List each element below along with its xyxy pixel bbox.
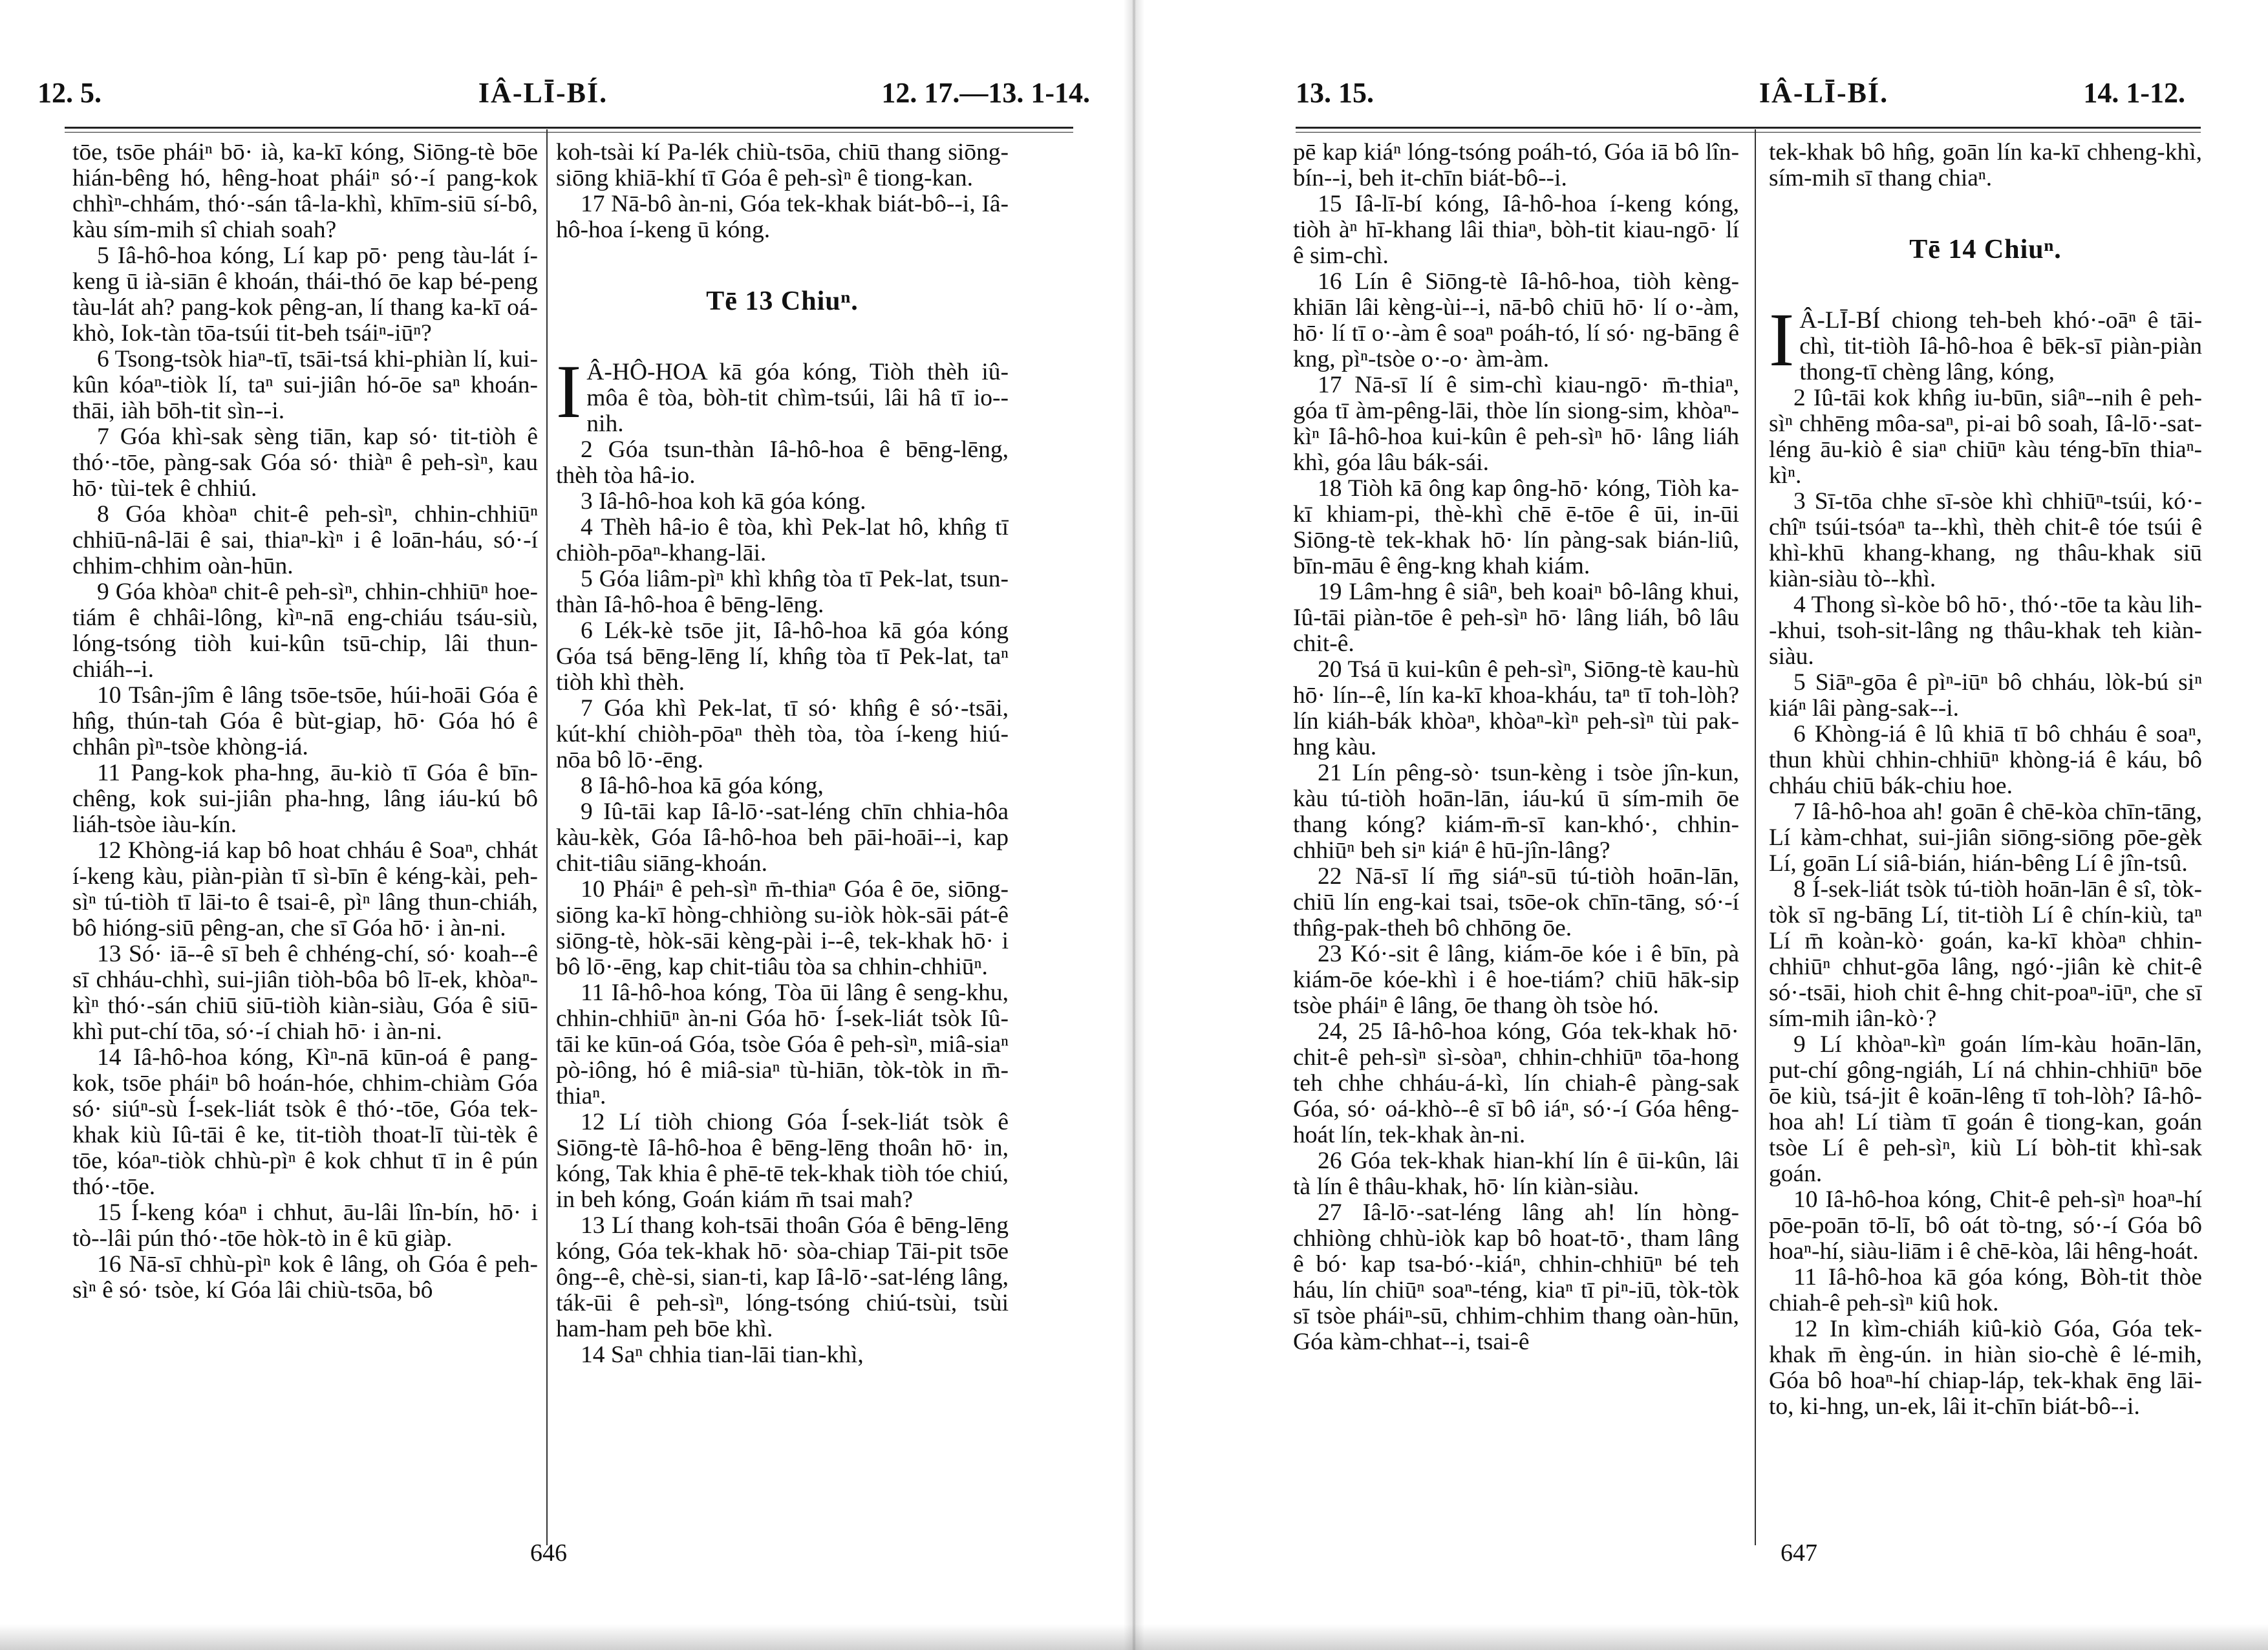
left-header-book-title: IÂ-LĪ-BÍ. [478, 77, 608, 109]
verse-paragraph: 15 Iâ-lī-bí kóng, Iâ-hô-hoa í-keng kóng, tiòh àⁿ hī-khang lâi thiaⁿ, bòh-tit kiau-ngō· lí ê sim-chì. [1293, 191, 1739, 269]
left-page-number: 646 [530, 1539, 567, 1567]
verse-paragraph: 4 Thèh hâ-io ê tòa, khì Pek-lat hô, khn̂g tī chiòh-pōaⁿ-khang-lāi. [556, 514, 1009, 566]
verse-paragraph: 17 Nā-sī lí ê sim-chì kiau-ngō· m̄-thiaⁿ, góa tī àm-pêng-lāi, thòe lín siong-sim, khòaⁿ-kìⁿ Iâ-hô-hoa kui-kûn ê peh-sìⁿ hō· lâng liáh khì, góa lâu bák-sái. [1293, 372, 1739, 476]
verse-paragraph: 7 Góa khì Pek-lat, tī só· khn̂g ê só·-tsāi, kút-khí chiòh-pōaⁿ thèh tòa, tòa í-keng hiú-nōa bô lō·-ēng. [556, 695, 1009, 773]
page-bottom-edge [0, 1624, 2268, 1650]
verse-paragraph: Â-LĪ-BÍ chiong teh-beh khó·-oāⁿ ê tāi-chì, tit-tiòh Iâ-hô-hoa ê bēk-sī piàn-piàn thong-tī chèng lâng, kóng, [1799, 307, 2202, 385]
verse-paragraph: 21 Lín pêng-sò· tsun-kèng i tsòe jîn-kun, kàu tú-tiòh hoān-lān, iáu-kú ū sím-mih ōe thang kóng? kiám-m̄-sī kan-khó·, chhin-chhiūⁿ beh siⁿ kiáⁿ ê hū-jîn-lâng? [1293, 760, 1739, 864]
verse-paragraph: pē kap kiáⁿ lóng-tsóng poáh-tó, Góa iā bô lîn-bín--i, beh it-chīn biát-bô--i. [1293, 140, 1739, 191]
verse-paragraph: 9 Góa khòaⁿ chit-ê peh-sìⁿ, chhin-chhiūⁿ hoe-tiám ê chhâi-lông, kìⁿ-nā eng-chiáu tsáu-siù, lóng-tsóng tiòh kui-kûn tsū-chip, lâi thun-chiáh--i. [72, 579, 538, 683]
left-header-rule [65, 127, 1073, 129]
verse-paragraph: 20 Tsá ū kui-kûn ê peh-sìⁿ, Siōng-tè kau-hù hō· lín--ê, lín ka-kī khoa-kháu, taⁿ tī toh-lòh? lín kiáh-bák khòaⁿ, khòaⁿ-kìⁿ peh-sìⁿ tùi pak-hng kàu. [1293, 656, 1739, 760]
verse-paragraph: 22 Nā-sī lí m̄g siáⁿ-sū tú-tiòh hoān-lān, chiū lín eng-kai tsai, tsōe-ok chīn-tāng, só·-í thn̂g-pak-theh bô chhōng ōe. [1293, 863, 1739, 941]
verse-paragraph: 11 Pang-kok pha-hng, āu-kiò tī Góa ê bīn-chêng, kok sui-jiân pha-hng, lâng iáu-kú bô liáh-tsòe iàu-kín. [72, 760, 538, 838]
verse-paragraph: 27 Iâ-lō·-sat-léng lâng ah! lín hòng-chhiòng chhù-iòk kap bô hoat-tō·, tham lâng ê bó· kap tsa-bó·-kiáⁿ, chhin-chhiūⁿ bé teh háu, lín chiūⁿ soaⁿ-téng, kiaⁿ tī piⁿ-iū, tòk-tòk sī tsòe pháiⁿ-sū, chhim-chhim thang oàn-hūn, Góa kàm-chhat--i, tsai-ê [1293, 1199, 1739, 1355]
verse-paragraph: 26 Góa tek-khak hian-khí lín ê ūi-kûn, lâi tà lín ê thâu-khak, hō· lín kiàn-siàu. [1293, 1148, 1739, 1200]
chapter-13-title: Tē 13 Chiuⁿ. [706, 286, 859, 316]
verse-paragraph: 18 Tiòh kā ông kap ông-hō· kóng, Tiòh ka-kī khiam-pi, thè-khì chē ē-tōe ê ūi, in-ūi Siōng-tè tek-khak hō· lín pàng-sak bián-liû, bīn-māu ê êng-kng khah kiám. [1293, 475, 1739, 579]
verse-paragraph: 10 Pháiⁿ ê peh-sìⁿ m̄-thiaⁿ Góa ê ōe, siōng-siōng ka-kī hòng-chhiòng su-iòk hòk-sāi pát-ê siōng-tè, hòk-sāi kèng-pài i--ê, tek-khak hō· i bô lō·-ēng, kap chit-tiâu tòa sa chhin-chhiūⁿ. [556, 876, 1009, 980]
verse-paragraph: 15 Í-keng kóaⁿ i chhut, āu-lâi lîn-bín, hō· i tò--lâi pún thó·-tōe hòk-tò in ê kū giàp. [72, 1199, 538, 1252]
left-column-1 [72, 140, 538, 1530]
verse-paragraph: 8 Iâ-hô-hoa kā góa kóng, [581, 773, 824, 799]
verse-paragraph: 2 Iû-tāi kok khn̂g iu-būn, siâⁿ--nih ê peh-sìⁿ chhēng môa-saⁿ, pi-ai bô soah, Iâ-lō·-sat-léng āu-kiò ê siaⁿ chiūⁿ kàu téng-bīn thiaⁿ-kìⁿ. [1769, 385, 2202, 489]
right-page-number: 647 [1781, 1539, 1817, 1567]
verse-paragraph: 12 Lí tiòh chiong Góa Í-sek-liát tsòk ê Siōng-tè Iâ-hô-hoa ê bēng-lēng thoân hō· in, kóng, Tak khia ê phē-tē tek-khak tiòh tóe chiú, in beh kóng, Goán kiám m̄ tsai mah? [556, 1109, 1009, 1213]
right-page [1134, 0, 2268, 1650]
right-header-verse-range: 14. 1-12. [2083, 77, 2185, 109]
verse-paragraph: 10 Tsân-jîm ê lâng tsōe-tsōe, húi-hoāi Góa ê hn̂g, thún-tah Góa ê bùt-giap, hō· Góa hó ê chhân pìⁿ-tsòe khòng-iá. [72, 682, 538, 760]
verse-paragraph: Â-HÔ-HOA kā góa kóng, Tiòh thèh iû-môa ê tòa, bòh-tit chìm-tsúi, lâi hâ tī io--nih. [586, 359, 1009, 437]
verse-paragraph: 6 Tsong-tsòk hiaⁿ-tī, tsāi-tsá khi-phiàn lí, kui-kûn kóaⁿ-tiòk lí, taⁿ sui-jiân hó-ōe saⁿ khoán-thāi, iàh bōh-tit sìn--i. [72, 346, 538, 424]
right-header-rule-thin [1296, 132, 2201, 133]
verse-paragraph: 3 Sī-tōa chhe sī-sòe khì chhiūⁿ-tsúi, kó·-chîⁿ tsúi-tsóaⁿ ta--khì, thèh chit-ê tóe tsúi ê khì-khū khang-khang, ng thâu-khak siū kiàn-siàu tò--khì. [1769, 488, 2202, 592]
left-column-divider [546, 129, 548, 1545]
verse-paragraph: 4 Thong sì-kòe bô hō·, thó·-tōe ta kàu lih--khui, tsoh-sit-lâng ng thâu-khak teh kiàn-siàu. [1769, 592, 2202, 670]
verse-paragraph: 16 Lín ê Siōng-tè Iâ-hô-hoa, tiòh kèng-khiān lâi kèng-ùi--i, nā-bô chiū hō· lí o·-àm, hō· lí tī o·-àm ê soaⁿ poáh-tó, lí só· ng-bāng ê kng, pìⁿ-tsòe o·-o· àm-àm. [1293, 268, 1739, 372]
verse-paragraph: 11 Iâ-hô-hoa kā góa kóng, Bòh-tit thòe chiah-ê peh-sìⁿ kiû hok. [1769, 1264, 2202, 1316]
verse-paragraph: 7 Iâ-hô-hoa ah! goān ê chē-kòa chīn-tāng, Lí kàm-chhat, sui-jiân siōng-siōng pōe-gèk Lí, goān Lí siâ-bián, hián-bêng Lí ê jîn-tsû. [1769, 798, 2202, 877]
verse-paragraph: 14 Saⁿ chhia tian-lāi tian-khì, [581, 1342, 864, 1368]
verse-paragraph: 17 Nā-bô àn-ni, Góa tek-khak biát-bô--i, Iâ-hô-hoa í-keng ū kóng. [556, 191, 1009, 243]
right-column-2 [1769, 140, 2202, 1530]
verse-paragraph: tōe, tsōe pháiⁿ bō· ià, ka-kī kóng, Siōng-tè bōe hián-bêng hó, hêng-hoat pháiⁿ só·-í pang-kok chhìⁿ-chhám, thó·-sán tâ-la-khì, khīm-siū sí-bô, kàu sím-mih sî chiah soah? [72, 140, 538, 243]
right-header-rule [1296, 127, 2201, 129]
verse-paragraph: 13 Lí thang koh-tsāi thoân Góa ê bēng-lēng kóng, Góa tek-khak hō· sòa-chiap Tāi-pit tsōe ông--ê, chè-si, sian-ti, kap Iâ-lō·-sat-léng lâng, ták-ūi ê peh-sìⁿ, lóng-tsóng chiú-tsùi, tsùi ham-ham peh bōe khì. [556, 1212, 1009, 1342]
verse-paragraph: 11 Iâ-hô-hoa kóng, Tòa ūi lâng ê seng-khu, chhin-chhiūⁿ àn-ni Góa hō· Í-sek-liát tsòk Iû-tāi ke kūn-oá Góa, tsòe Góa ê peh-sìⁿ, miâ-siaⁿ pò-iông, hó ê miâ-siaⁿ tù-hiān, tòk-tòk in m̄-thiaⁿ. [556, 980, 1009, 1109]
right-column-divider [1755, 129, 1756, 1545]
verse-paragraph: 6 Lék-kè tsōe jit, Iâ-hô-hoa kā góa kóng Góa tsá bēng-lēng lí, khn̂g tòa tī Pek-lat, taⁿ tiòh khì thèh. [556, 617, 1009, 696]
right-header-verse-start: 13. 15. [1296, 77, 1374, 109]
verse-paragraph: 24, 25 Iâ-hô-hoa kóng, Góa tek-khak hō· chit-ê peh-sìⁿ sì-sòaⁿ, chhin-chhiūⁿ tōa-hong teh chhe chháu-á-kì, lín chiah-ê pàng-sak Góa, só· oá-khò--ê sī bô iáⁿ, só·-í Góa hêng-hoát lín, tek-khak àn-ni. [1293, 1018, 1739, 1148]
left-column-2 [556, 140, 1009, 1530]
verse-paragraph: 9 Iû-tāi kap Iâ-lō·-sat-léng chīn chhia-hôa kàu-kèk, Góa Iâ-hô-hoa beh pāi-hoāi--i, kap chit-tiâu siāng-khoán. [556, 798, 1009, 877]
verse-paragraph: koh-tsài kí Pa-lék chiù-tsōa, chiū thang siōng-siōng khiā-khí tī Góa ê peh-sìⁿ ê tiong-kan. [556, 140, 1009, 191]
left-header-rule-thin [65, 132, 1073, 133]
verse-paragraph: tek-khak bô hn̂g, goān lín ka-kī chheng-khì, sím-mih sī thang chiaⁿ. [1769, 140, 2202, 191]
right-column-1 [1293, 140, 1739, 1530]
verse-paragraph: 12 In kìm-chiáh kiû-kiò Góa, Góa tek-khak m̄ èng-ún. in hiàn sio-chè ê lé-mih, Góa bô hoaⁿ-hí chiap-láp, tek-khak ēng lāi-to, ki-hng, un-ek, lâi it-chīn biát-bô--i. [1769, 1316, 2202, 1420]
verse-paragraph: 2 Góa tsun-thàn Iâ-hô-hoa ê bēng-lēng, thèh tòa hâ-io. [556, 436, 1009, 489]
verse-paragraph: 8 Í-sek-liát tsòk tú-tiòh hoān-lān ê sî, tòk-tòk sī ng-bāng Lí, tit-tiòh Lí ê chín-kiù, taⁿ Lí m̄ koàn-kò· goán, ka-kī khòaⁿ chhin-chhiūⁿ chhut-gōa lâng, ngó·-jiân kè chit-ê só·-tsāi, hioh chit ê-hng chit-poaⁿ-iūⁿ, che sī sím-mih iân-kò·? [1769, 876, 2202, 1032]
chapter-14-dropcap: I [1769, 297, 1795, 382]
verse-paragraph: 14 Iâ-hô-hoa kóng, Kìⁿ-nā kūn-oá ê pang-kok, tsōe pháiⁿ bô hoán-hóe, chhim-chiàm Góa só· siúⁿ-sù Í-sek-liát tsòk ê thó·-tōe, Góa tek-khak kiù Iû-tāi ê ke, tit-tiòh thoat-lī tùi-tèk ê tōe, kóaⁿ-tiòk chhù-pìⁿ ê kok chhut tī in ê pún thó·-tōe. [72, 1044, 538, 1200]
verse-paragraph: 19 Lâm-hng ê siâⁿ, beh koaiⁿ bô-lâng khui, Iû-tāi piàn-tōe ê peh-sìⁿ hō· lâng liáh, bô lâu chit-ê. [1293, 579, 1739, 657]
verse-paragraph: 23 Kó·-sit ê lâng, kiám-ōe kóe i ê bīn, pà kiám-ōe kóe-khì i ê hoe-tiám? chiū hāk-sip tsòe pháiⁿ ê lâng, ōe thang òh tsòe hó. [1293, 941, 1739, 1019]
verse-paragraph: 3 Iâ-hô-hoa koh kā góa kóng. [581, 488, 866, 515]
verse-paragraph: 9 Lí khòaⁿ-kìⁿ goán lím-kàu hoān-lān, put-chí gông-ngiáh, Lí ná chhin-chhiūⁿ bōe ōe kiù, tsá-jit ê koān-lêng tī toh-lòh? Iâ-hô-hoa ah! Lí tiàm tī goán ê tiong-kan, goán tsòe Lí ê peh-sìⁿ, kiù Lí bòh-tit khì-sak goán. [1769, 1031, 2202, 1187]
verse-paragraph: 5 Siāⁿ-gōa ê pìⁿ-iūⁿ bô chháu, lòk-bú siⁿ kiáⁿ lâi pàng-sak--i. [1769, 669, 2202, 722]
verse-paragraph: 10 Iâ-hô-hoa kóng, Chit-ê peh-sìⁿ hoaⁿ-hí pōe-poān tō-lī, bô oát tò-tng, só·-í Góa bô hoaⁿ-hí, siàu-liām i ê chē-kòa, lâi hêng-hoát. [1769, 1186, 2202, 1265]
verse-paragraph: 7 Góa khì-sak sèng tiān, kap só· tit-tiòh ê thó·-tōe, pàng-sak Góa só· thiàⁿ ê peh-sìⁿ, kau hō· tùi-tek ê chhiú. [72, 423, 538, 502]
chapter-14-title: Tē 14 Chiuⁿ. [1909, 235, 2062, 264]
verse-paragraph: 8 Góa khòaⁿ chit-ê peh-sìⁿ, chhin-chhiūⁿ chhiū-nâ-lāi ê sai, thiaⁿ-kìⁿ i ê loān-háu, só·-í chhim-chhim oàn-hūn. [72, 501, 538, 579]
left-header-verse-range: 12. 17.—13. 1-14. [881, 77, 1090, 109]
verse-paragraph: 16 Nā-sī chhù-pìⁿ kok ê lâng, oh Góa ê peh-sìⁿ ê só· tsòe, kí Góa lâi chiù-tsōa, bô [72, 1251, 538, 1303]
chapter-13-dropcap: I [556, 349, 582, 434]
verse-paragraph: 6 Khòng-iá ê lû khiā tī bô chháu ê soaⁿ, thun khùi chhin-chhiūⁿ khòng-iá ê káu, bô chháu chiū bák-chiu hoe. [1769, 721, 2202, 799]
verse-paragraph: 5 Iâ-hô-hoa kóng, Lí kap pō· peng tàu-lát í-keng ū ià-siān ê khoán, thái-thó ōe kap bé-peng tàu-lát ah? pang-kok pêng-an, lí thang ka-kī oá-khò, Iok-tàn tōa-tsúi tit-beh tsáiⁿ-iūⁿ? [72, 242, 538, 347]
right-header-book-title: IÂ-LĪ-BÍ. [1759, 77, 1889, 109]
left-header-verse-start: 12. 5. [37, 77, 102, 109]
verse-paragraph: 13 Só· iā--ê sī beh ê chhéng-chí, só· koah--ê sī chháu-chhì, sui-jiân tiòh-bôa bô lī-ek, khòaⁿ-kìⁿ thó·-sán chiū siū-tiòh kiàn-siàu, Góa ê siū-khì put-chí tōa, só·-í chiah hō· i àn-ni. [72, 941, 538, 1045]
verse-paragraph: 12 Khòng-iá kap bô hoat chháu ê Soaⁿ, chhát í-keng kàu, piàn-piàn tī sì-bīn ê kéng-kài, peh-sìⁿ tú-tiòh tī lāi-to ê tsai-ê, pìⁿ lâng thun-chiáh, bô hióng-siū pêng-an, che sī Góa hō· i àn-ni. [72, 837, 538, 941]
verse-paragraph: 5 Góa liâm-pìⁿ khì khn̂g tòa tī Pek-lat, tsun-thàn Iâ-hô-hoa ê bēng-lēng. [556, 566, 1009, 618]
